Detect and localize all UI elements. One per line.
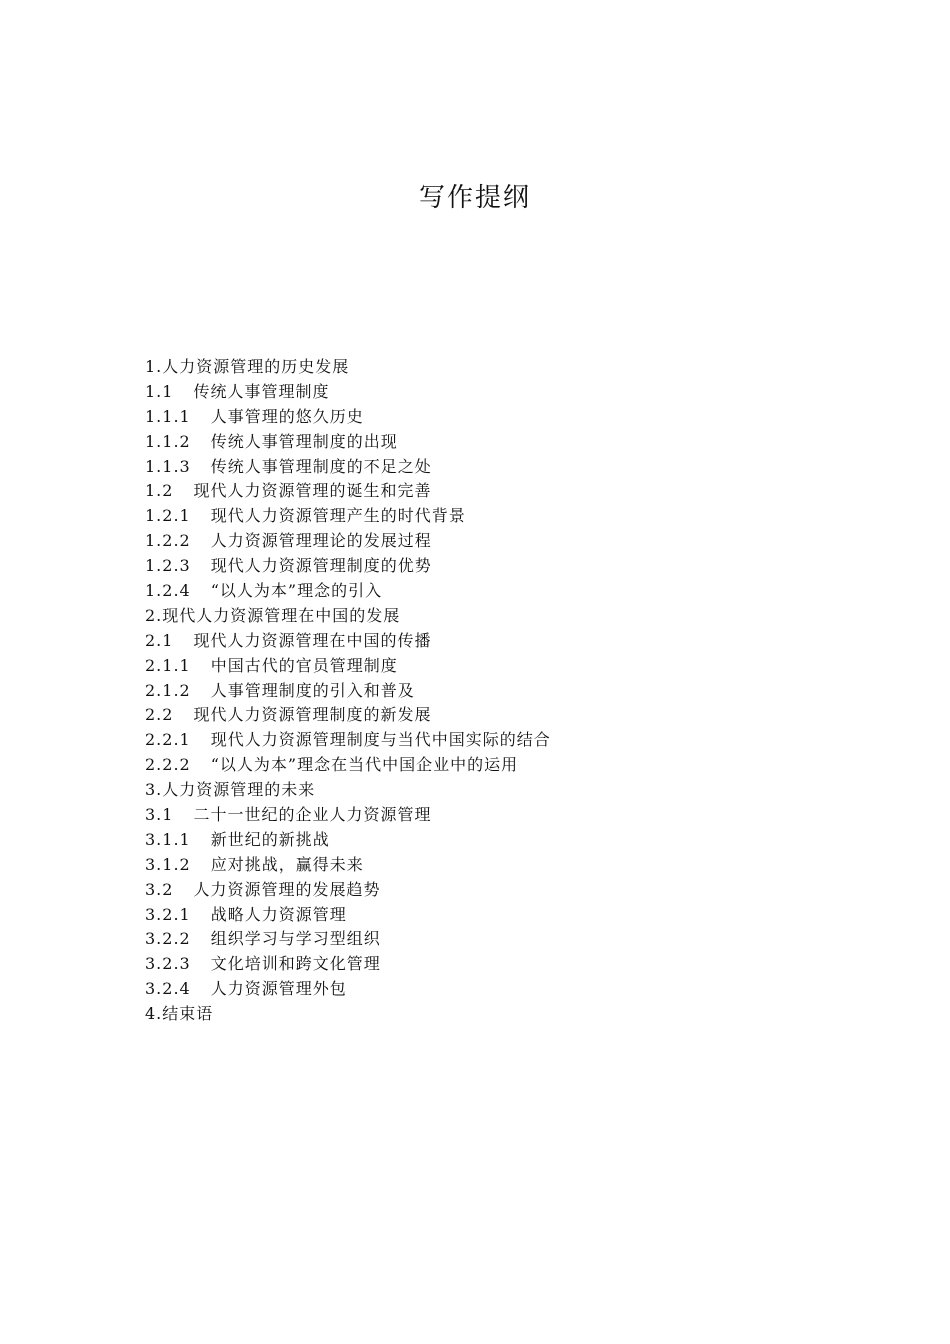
outline-number: 1.2 [145, 481, 174, 501]
outline-item [145, 952, 551, 977]
outline-text: 组织学习与学习型组织 [210, 929, 381, 949]
outline-text: 人力资源管理理论的发展过程 [210, 531, 432, 551]
outline-number: 2.1.1 [145, 655, 191, 675]
outline-number: 3.1 [145, 805, 174, 825]
outline-item [145, 853, 551, 878]
outline-item [145, 778, 551, 803]
outline-text: 现代人力资源管理在中国的发展 [162, 605, 401, 625]
outline-number: 3.2.2 [145, 929, 191, 949]
outline-number: 2.2 [145, 705, 174, 725]
outline-item [145, 629, 551, 654]
outline-number: 3.2.4 [145, 979, 191, 999]
outline-number: 3.2.3 [145, 954, 191, 974]
outline-text: 文化培训和跨文化管理 [210, 954, 381, 974]
outline-item [145, 703, 551, 728]
outline-number: 2.1 [145, 630, 174, 650]
outline-item [145, 977, 551, 1002]
outline-number: 3.2 [145, 879, 174, 899]
outline-text: 新世纪的新挑战 [210, 829, 330, 849]
outline-number: 3. [145, 780, 163, 800]
outline-item [145, 828, 551, 853]
outline-number: 3.1.1 [145, 829, 191, 849]
outline-text: 现代人力资源管理产生的时代背景 [210, 506, 466, 526]
outline-text: 现代人力资源管理制度与当代中国实际的结合 [210, 730, 551, 750]
outline-text: 人事管理制度的引入和普及 [210, 680, 415, 700]
outline-item [145, 380, 551, 405]
outline-item [145, 554, 551, 579]
outline-text: 人力资源管理的历史发展 [162, 357, 350, 376]
outline-item [145, 405, 551, 430]
outline-text: 人事管理的悠久历史 [210, 406, 364, 426]
outline-number: 1.1.3 [145, 456, 191, 476]
outline-text: 结束语 [162, 1004, 214, 1024]
outline-text: “以人为本”理念在当代中国企业中的运用 [210, 755, 519, 775]
outline-number: 1. [145, 357, 163, 376]
outline-text: 传统人事管理制度 [193, 381, 330, 401]
outline-text: 现代人力资源管理制度的优势 [210, 556, 432, 576]
outline-number: 1.2.1 [145, 506, 191, 526]
outline-number: 2. [145, 605, 163, 625]
outline-text: 现代人力资源管理制度的新发展 [193, 705, 432, 725]
outline-item [145, 753, 551, 778]
outline-item [145, 878, 551, 903]
outline-number: 1.1.2 [145, 431, 191, 451]
outline-text: 现代人力资源管理在中国的传播 [193, 630, 432, 650]
outline-list [145, 355, 551, 1027]
outline-text: 二十一世纪的企业人力资源管理 [193, 805, 432, 825]
outline-number: 3.1.2 [145, 854, 191, 874]
outline-text: 战略人力资源管理 [210, 904, 347, 924]
outline-item [145, 728, 551, 753]
outline-item [145, 1002, 551, 1027]
outline-number: 2.1.2 [145, 680, 191, 700]
outline-item [145, 529, 551, 554]
outline-number: 3.2.1 [145, 904, 191, 924]
outline-text: 传统人事管理制度的出现 [210, 431, 398, 451]
outline-item [145, 430, 551, 455]
outline-text: 人力资源管理的未来 [162, 780, 316, 800]
outline-number: 2.2.2 [145, 755, 191, 775]
outline-text: 人力资源管理外包 [210, 979, 347, 999]
outline-number: 1.2.2 [145, 531, 191, 551]
document-title: 写作提纲 [418, 183, 531, 213]
outline-item [145, 679, 551, 704]
outline-text: 人力资源管理的发展趋势 [193, 879, 381, 899]
outline-item [145, 355, 551, 380]
outline-text: 中国古代的官员管理制度 [210, 655, 398, 675]
outline-item [145, 927, 551, 952]
outline-text: 传统人事管理制度的不足之处 [210, 456, 432, 476]
outline-item [145, 455, 551, 480]
outline-item [145, 504, 551, 529]
outline-item [145, 903, 551, 928]
outline-number: 4. [145, 1004, 163, 1024]
outline-number: 1.1.1 [145, 406, 191, 426]
outline-item [145, 479, 551, 504]
outline-text: 应对挑战，赢得未来 [210, 854, 364, 874]
outline-text: 现代人力资源管理的诞生和完善 [193, 481, 432, 501]
outline-number: 1.2.3 [145, 556, 191, 576]
outline-item [145, 579, 551, 604]
outline-item [145, 654, 551, 679]
outline-text: “以人为本”理念的引入 [210, 581, 383, 601]
outline-item [145, 604, 551, 629]
outline-number: 2.2.1 [145, 730, 191, 750]
outline-number: 1.1 [145, 381, 174, 401]
outline-number: 1.2.4 [145, 581, 191, 601]
outline-item [145, 803, 551, 828]
